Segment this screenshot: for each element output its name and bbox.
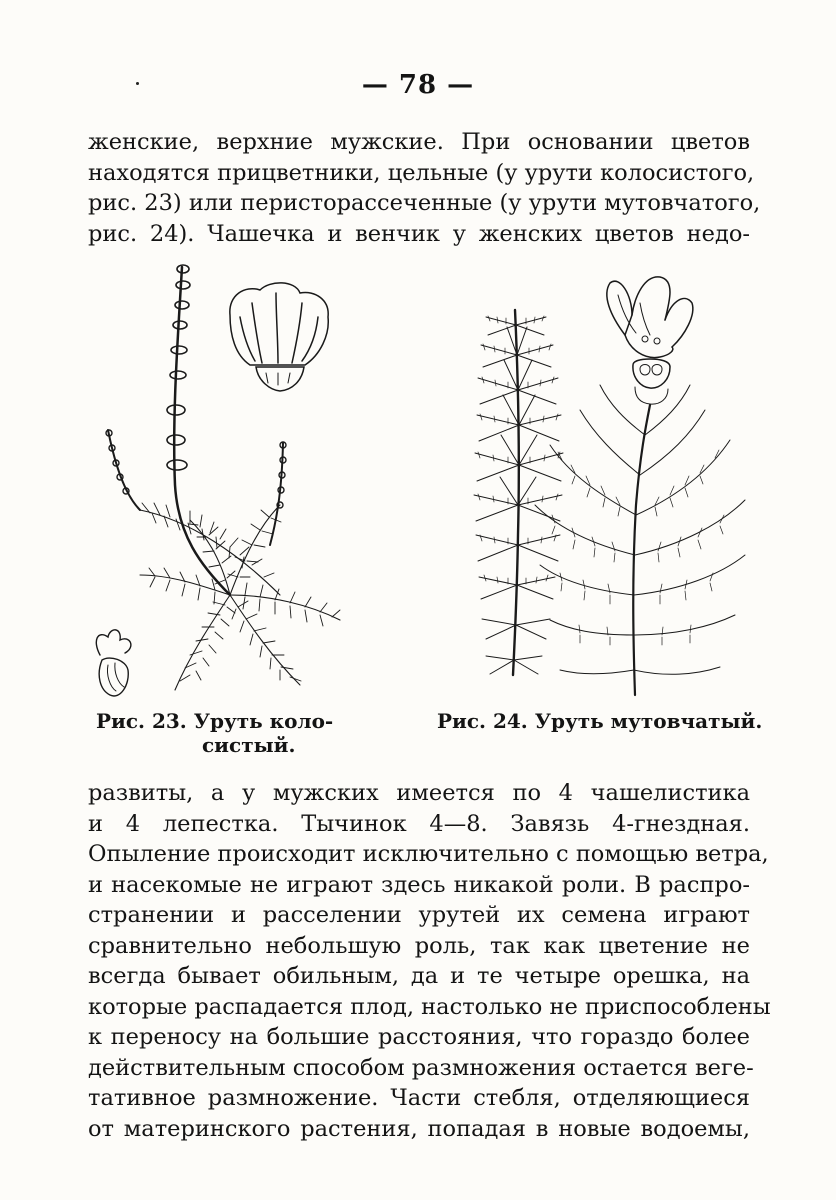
text-line: всегда бывает обильным, да и те четыре орешка, на	[88, 963, 750, 989]
text-line: женские, верхние мужские. При основании цветов	[88, 129, 750, 155]
text-line: которые распадается плод, настолько не приспособлены	[88, 993, 771, 1020]
figure-24-illustration	[80, 255, 760, 715]
text-line: странении и расселении урутей их семена играют	[88, 902, 750, 928]
text-line: рис. 23) или перисторассеченные (у урути мутовчатого,	[88, 190, 761, 216]
caption-line: систый.	[202, 733, 296, 757]
text-line: развиты, а у мужских имеется по 4 чашелистика	[88, 780, 750, 806]
text-line: к переносу на большие расстояния, что гораздо более	[88, 1024, 750, 1050]
page-number: — 78 —	[361, 70, 475, 100]
text-line: от материнского растения, попадая в новые водоемы,	[88, 1115, 750, 1142]
caption-line: Рис. 23. Уруть коло-	[96, 709, 334, 733]
paragraph-bottom	[88, 778, 771, 1144]
paragraph-top	[88, 127, 761, 249]
text-line: находятся прицветники, цельные (у урути колосистого,	[88, 159, 755, 186]
text-line: и насекомые не играют здесь никакой роли. В распро-	[88, 871, 750, 898]
text-line: Опыление происходит исключительно с помощью ветра,	[88, 841, 769, 867]
figures	[80, 255, 760, 715]
text-line: тативное размножение. Части стебля, отделяющиеся	[88, 1085, 750, 1111]
text-line: сравнительно небольшую роль, так как цветение не	[88, 932, 750, 959]
ink-speck	[136, 82, 139, 85]
text-line: действительным способом размножения остается веге-	[88, 1054, 754, 1081]
figure-23-caption	[96, 709, 346, 757]
text-line: рис. 24). Чашечка и венчик у женских цветов недо-	[88, 220, 750, 247]
figure-24-caption: Рис. 24. Уруть мутовчатый.	[437, 709, 763, 733]
text-line: и 4 лепестка. Тычинок 4—8. Завязь 4-гнездная.	[88, 810, 750, 837]
